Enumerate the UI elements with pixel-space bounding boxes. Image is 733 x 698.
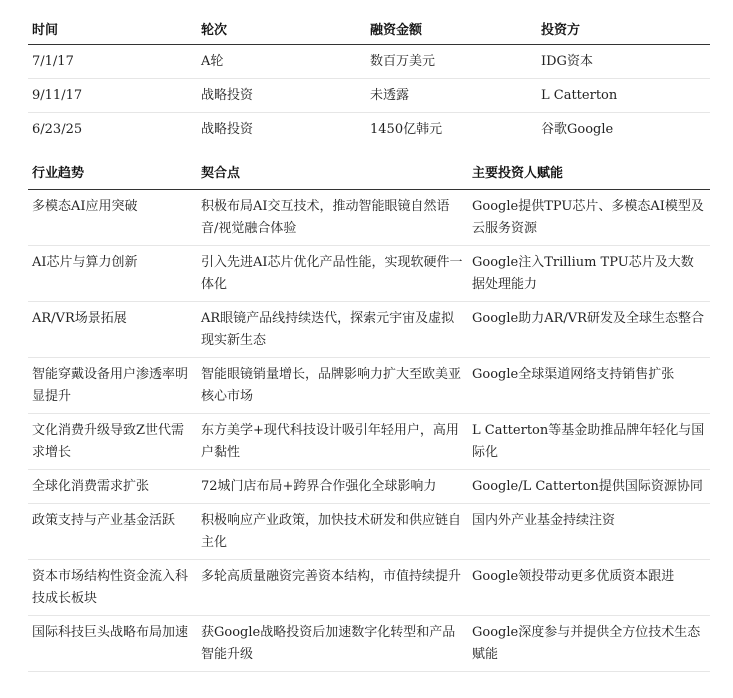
trend-cell-trend: 资本市场结构性资金流入科技成长板块 <box>28 560 197 616</box>
trend-cell-enablement: Google/L Catterton提供国际资源协同 <box>468 470 710 504</box>
funding-cell-round: A轮 <box>197 45 366 79</box>
table-row <box>28 616 710 672</box>
funding-cell-time: 7/1/17 <box>28 45 197 79</box>
trend-cell-fit: 72城门店布局+跨界合作强化全球影响力 <box>197 470 468 504</box>
trend-cell-trend: 文化消费升级导致Z世代需求增长 <box>28 414 197 470</box>
funding-cell-round: 战略投资 <box>201 121 254 137</box>
trend-cell-trend: 政策支持与产业基金活跃 <box>28 504 197 560</box>
funding-header-row <box>28 12 710 45</box>
trend-cell-fit: 引入先进AI芯片优化产品性能，实现软硬件一体化 <box>197 246 468 302</box>
trend-cell-trend: 智能穿戴设备用户渗透率明显提升 <box>28 358 197 414</box>
trend-cell-fit: 智能眼镜销量增长，品牌影响力扩大至欧美亚核心市场 <box>197 358 468 414</box>
trend-cell-fit: 东方美学+现代科技设计吸引年轻用户，高用户黏性 <box>197 414 468 470</box>
funding-cell-investor: IDG资本 <box>537 45 710 79</box>
funding-cell-time: 9/11/17 <box>28 79 197 113</box>
trend-cell-enablement: Google注入Trillium TPU芯片及大数据处理能力 <box>468 246 710 302</box>
trend-cell-enablement: Google提供TPU芯片、多模态AI模型及云服务资源 <box>468 190 710 246</box>
table-row <box>28 113 710 147</box>
table-row <box>28 79 710 113</box>
funding-table <box>28 12 710 146</box>
trend-cell-fit: 多轮高质量融资完善资本结构，市值持续提升 <box>197 560 468 616</box>
trend-header-enablement: 主要投资人赋能 <box>468 154 710 190</box>
trend-cell-trend: 国际科技巨头战略布局加速 <box>28 616 197 672</box>
trend-cell-enablement: Google助力AR/VR研发及全球生态整合 <box>468 302 710 358</box>
trend-cell-fit: 积极响应产业政策，加快技术研发和供应链自主化 <box>197 504 468 560</box>
table-row <box>28 414 710 470</box>
trend-header-trend: 行业趋势 <box>28 154 197 190</box>
table-row <box>28 470 710 504</box>
trend-cell-trend: AI芯片与算力创新 <box>28 246 197 302</box>
table-row <box>28 45 710 79</box>
funding-cell-amount: 未透露 <box>366 79 537 113</box>
trend-cell-trend: 多模态AI应用突破 <box>28 190 197 246</box>
trend-cell-enablement: Google深度参与并提供全方位技术生态赋能 <box>468 616 710 672</box>
funding-header-amount: 融资金额 <box>366 12 537 45</box>
trend-cell-enablement: 国内外产业基金持续注资 <box>468 504 710 560</box>
table-row <box>28 504 710 560</box>
funding-cell-amount: 数百万美元 <box>366 45 537 79</box>
funding-cell-investor: 谷歌Google <box>541 121 614 137</box>
funding-cell-investor: L Catterton <box>537 79 710 113</box>
trend-cell-trend: AR/VR场景拓展 <box>28 302 197 358</box>
trend-cell-trend: 全球化消费需求扩张 <box>28 470 197 504</box>
table-row <box>28 246 710 302</box>
trend-cell-fit: 积极布局AI交互技术，推动智能眼镜自然语音/视觉融合体验 <box>197 190 468 246</box>
funding-cell-round: 战略投资 <box>197 79 366 113</box>
table-row <box>28 190 710 246</box>
trend-cell-enablement: Google全球渠道网络支持销售扩张 <box>468 358 710 414</box>
funding-cell-amount: 1450亿韩元 <box>370 121 443 137</box>
trend-cell-enablement: L Catterton等基金助推品牌年轻化与国际化 <box>468 414 710 470</box>
funding-header-investor: 投资方 <box>537 12 710 45</box>
table-row <box>28 302 710 358</box>
trend-header-fit: 契合点 <box>197 154 468 190</box>
table-row <box>28 560 710 616</box>
trend-cell-fit: AR眼镜产品线持续迭代，探索元宇宙及虚拟现实新生态 <box>197 302 468 358</box>
trend-table <box>28 154 710 672</box>
trend-header-row <box>28 154 710 190</box>
funding-cell-time: 6/23/25 <box>32 121 83 137</box>
funding-header-time: 时间 <box>28 12 197 45</box>
trend-cell-enablement: Google领投带动更多优质资本跟进 <box>468 560 710 616</box>
funding-header-round: 轮次 <box>197 12 366 45</box>
trend-cell-fit: 获Google战略投资后加速数字化转型和产品智能升级 <box>197 616 468 672</box>
table-row <box>28 358 710 414</box>
